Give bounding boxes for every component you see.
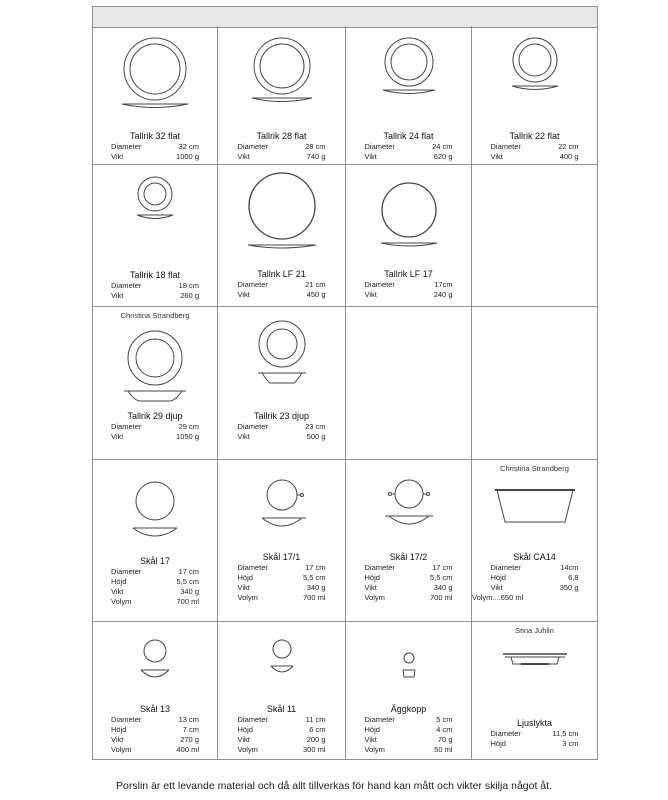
product-info [346, 552, 471, 603]
spec-label: Diameter [111, 567, 142, 576]
spec-row [93, 735, 217, 745]
spec-row [346, 290, 471, 300]
spec-label: Höjd [237, 725, 253, 734]
spec-value: 24 cm [432, 142, 453, 151]
header-bar [92, 6, 598, 28]
spec-label: Diameter [490, 142, 521, 151]
spec-value: 17 cm [305, 563, 326, 572]
spec-row [346, 725, 471, 735]
product-grid [92, 26, 598, 760]
spec-label: Diameter [237, 422, 268, 431]
product-info [218, 131, 345, 162]
spec-value: 1050 g [176, 432, 199, 441]
spec-value: 400 ml [176, 745, 199, 754]
spec-label: Diameter [237, 142, 268, 151]
product-cell-skal-17-2 [346, 460, 472, 622]
spec-row [346, 142, 471, 152]
spec-label: Diameter [364, 563, 395, 572]
product-name: Skål CA14 [513, 552, 556, 562]
product-cell-aggkopp [346, 622, 472, 760]
spec-value: 7 cm [182, 725, 199, 734]
spec-row [472, 573, 597, 583]
spec-row [346, 573, 471, 583]
spec-row [346, 735, 471, 745]
product-drawing [218, 622, 345, 714]
spec-value: 14cm [560, 563, 579, 572]
spec-label: Vikt [111, 735, 124, 744]
spec-value: 340 g [433, 583, 453, 592]
spec-label: Vikt [111, 432, 124, 441]
spec-value: 740 g [306, 152, 326, 161]
product-cell-tallrik-lf-21 [218, 165, 346, 307]
spec-value: 450 g [306, 290, 326, 299]
spec-value [558, 593, 597, 603]
spec-label: Vikt [237, 152, 250, 161]
spec-label: Vikt [364, 290, 377, 299]
spec-row [93, 725, 217, 735]
spec-row [93, 432, 217, 442]
footer-note: Porslin är ett levande material och då allt tillverkas för hand kan mått och vikter skilja något åt. [116, 780, 552, 792]
product-cell-tallrik-32-flat [92, 26, 218, 165]
spec-label: Diameter [111, 715, 142, 724]
product-info [93, 556, 217, 607]
spec-label: Höjd [364, 573, 380, 582]
spec-row [218, 142, 345, 152]
spec-label: Vikt [237, 432, 250, 441]
product-drawing [218, 165, 345, 257]
empty-cell [346, 307, 472, 460]
spec-value: 620 g [433, 152, 453, 161]
spec-row [218, 715, 345, 725]
spec-value: 11,5 cm [552, 729, 579, 738]
product-info [472, 552, 597, 603]
product-name: Skål 17 [139, 556, 171, 566]
spec-label: Höjd [111, 577, 127, 586]
spec-row [93, 422, 217, 432]
spec-value: 300 ml [302, 745, 326, 754]
spec-row [346, 715, 471, 725]
spec-value: 6 cm [309, 725, 326, 734]
spec-row [93, 281, 217, 291]
spec-label: Diameter [490, 729, 521, 738]
product-cell-skal-13 [92, 622, 218, 760]
spec-label: Diameter [364, 280, 395, 289]
product-cell-tallrik-29-djup [92, 307, 218, 460]
spec-label: Vikt [237, 290, 250, 299]
spec-label: Volym [237, 745, 258, 754]
spec-value: 200 g [306, 735, 326, 744]
spec-value: 21 cm [305, 280, 326, 289]
spec-value: 22 cm [558, 142, 579, 151]
spec-row [472, 583, 597, 593]
spec-value: 5,5 cm [302, 573, 326, 582]
spec-row [346, 152, 471, 162]
product-name: Tallrik 18 flat [129, 270, 181, 280]
spec-label: Volym [237, 593, 258, 602]
product-drawing [93, 165, 217, 257]
spec-value: 350 g [559, 583, 579, 592]
spec-value: 3 cm [562, 739, 579, 748]
product-name: Skål 17/2 [389, 552, 428, 562]
product-drawing [93, 622, 217, 714]
spec-value: 500 g [306, 432, 326, 441]
designer-credit: Christina Strandberg [120, 311, 190, 320]
spec-row [472, 152, 597, 162]
spec-label: Diameter [111, 422, 142, 431]
spec-label: Vikt [237, 735, 250, 744]
spec-label: Diameter [237, 280, 268, 289]
spec-label: Höjd [364, 725, 380, 734]
spec-row [218, 745, 345, 755]
product-cell-skal-11 [218, 622, 346, 760]
spec-value: 11 cm [305, 715, 326, 724]
spec-label: Diameter [237, 715, 268, 724]
product-cell-tallrik-28-flat [218, 26, 346, 165]
spec-value: 4 cm [436, 725, 453, 734]
spec-label: Volym [364, 593, 385, 602]
product-name: Skål 17/1 [262, 552, 301, 562]
product-info [93, 131, 217, 162]
spec-label: Vikt [111, 587, 124, 596]
spec-label: Diameter [237, 563, 268, 572]
product-name: Ljuslykta [516, 718, 552, 728]
product-drawing [93, 26, 217, 118]
spec-row [93, 291, 217, 301]
product-info [472, 131, 597, 162]
designer-credit: Christina Strandberg [500, 464, 569, 473]
spec-label: Volym....650 ml [472, 593, 524, 602]
empty-cell [472, 165, 598, 307]
spec-value: 1000 g [176, 152, 199, 161]
spec-row [472, 593, 597, 603]
spec-value: 29 cm [178, 422, 199, 431]
spec-label: Diameter [490, 563, 521, 572]
spec-row [472, 142, 597, 152]
product-cell-tallrik-23-djup [218, 307, 346, 460]
spec-value: 18 cm [178, 281, 199, 290]
spec-row [218, 280, 345, 290]
product-drawing [346, 26, 471, 118]
spec-row [218, 593, 345, 603]
spec-label: Volym [111, 597, 132, 606]
designer-credit: Stina Juhlin [515, 626, 554, 635]
product-name: Skål 13 [139, 704, 171, 714]
product-info [346, 704, 471, 755]
spec-label: Volym [364, 745, 385, 754]
spec-row [218, 422, 345, 432]
product-info [346, 131, 471, 162]
spec-value: 5,5 cm [429, 573, 453, 582]
product-drawing [218, 460, 345, 552]
product-cell-tallrik-18-flat [92, 165, 218, 307]
spec-row [93, 745, 217, 755]
spec-value: 340 g [180, 587, 199, 596]
product-name: Tallrik 29 djup [127, 411, 183, 421]
spec-value: 5 cm [436, 715, 453, 724]
product-info [218, 269, 345, 300]
spec-row [93, 152, 217, 162]
product-cell-ljuslykta [472, 622, 598, 760]
product-name: Tallrik LF 17 [384, 269, 433, 279]
product-drawing [218, 26, 345, 118]
spec-label: Vikt [490, 583, 503, 592]
spec-row [472, 563, 597, 573]
spec-label: Diameter [111, 281, 142, 290]
spec-value: 700 ml [429, 593, 453, 602]
spec-row [93, 567, 217, 577]
product-info [218, 411, 345, 442]
product-drawing [346, 460, 471, 552]
spec-label: Vikt [111, 152, 124, 161]
spec-label: Höjd [237, 573, 253, 582]
spec-row [218, 725, 345, 735]
product-name: Tallrik 22 flat [509, 131, 560, 141]
product-sheet [92, 6, 598, 759]
product-drawing [346, 165, 471, 257]
product-info [472, 718, 597, 749]
spec-row [472, 729, 597, 739]
spec-value: 5,5 cm [176, 577, 199, 586]
spec-label: Vikt [237, 583, 250, 592]
spec-row [93, 587, 217, 597]
spec-value: 70 g [437, 735, 453, 744]
product-cell-skal-ca14 [472, 460, 598, 622]
spec-value: 700 ml [176, 597, 199, 606]
product-name: Tallrik 28 flat [256, 131, 307, 141]
empty-cell [472, 307, 598, 460]
spec-label: Vikt [111, 291, 124, 300]
spec-label: Vikt [364, 583, 377, 592]
product-info [346, 269, 471, 300]
product-cell-tallrik-lf-17 [346, 165, 472, 307]
product-cell-tallrik-22-flat [472, 26, 598, 165]
spec-row [346, 563, 471, 573]
product-name: Äggkopp [390, 704, 427, 714]
product-name: Tallrik 32 flat [129, 131, 181, 141]
spec-row [93, 715, 217, 725]
spec-label: Höjd [490, 739, 506, 748]
spec-row [93, 597, 217, 607]
product-drawing [346, 622, 471, 714]
spec-value: 28 cm [305, 142, 326, 151]
product-drawing [218, 311, 345, 403]
spec-label: Höjd [490, 573, 506, 582]
spec-row [346, 745, 471, 755]
spec-value: 23 cm [305, 422, 326, 431]
spec-row [218, 573, 345, 583]
product-info [218, 552, 345, 603]
product-drawing [472, 26, 597, 118]
spec-row [346, 583, 471, 593]
spec-row [218, 583, 345, 593]
product-drawing [93, 462, 217, 554]
product-name: Skål 11 [266, 704, 297, 714]
product-info [93, 270, 217, 301]
spec-value: 17 cm [432, 563, 453, 572]
spec-label: Vikt [364, 152, 377, 161]
spec-value: 50 ml [434, 745, 453, 754]
product-info [93, 411, 217, 442]
spec-row [218, 152, 345, 162]
spec-value: 17 cm [178, 567, 199, 576]
spec-row [218, 432, 345, 442]
spec-label: Vikt [490, 152, 503, 161]
product-info [93, 704, 217, 755]
spec-value: 700 ml [302, 593, 326, 602]
spec-label: Diameter [364, 715, 395, 724]
spec-label: Höjd [111, 725, 127, 734]
spec-row [472, 739, 597, 749]
spec-value: 260 g [180, 291, 199, 300]
spec-row [346, 593, 471, 603]
product-drawing [93, 321, 217, 413]
spec-row [218, 735, 345, 745]
spec-row [346, 280, 471, 290]
spec-value: 17cm [434, 280, 453, 289]
spec-row [218, 290, 345, 300]
spec-row [218, 563, 345, 573]
product-info [218, 704, 345, 755]
product-name: Tallrik 24 flat [383, 131, 434, 141]
product-cell-skal-17 [92, 460, 218, 622]
spec-value: 13 cm [178, 715, 199, 724]
spec-row [93, 577, 217, 587]
spec-label: Diameter [364, 142, 395, 151]
spec-label: Volym [111, 745, 132, 754]
spec-value: 6,8 [568, 573, 579, 582]
spec-label: Diameter [111, 142, 142, 151]
spec-value: 400 g [559, 152, 579, 161]
product-cell-skal-17-1 [218, 460, 346, 622]
product-name: Tallrik LF 21 [257, 269, 306, 279]
spec-label: Vikt [364, 735, 377, 744]
product-name: Tallrik 23 djup [253, 411, 310, 421]
spec-value: 240 g [433, 290, 453, 299]
spec-row [93, 142, 217, 152]
spec-value: 270 g [180, 735, 199, 744]
product-cell-tallrik-24-flat [346, 26, 472, 165]
spec-value: 32 cm [178, 142, 199, 151]
spec-value: 340 g [306, 583, 326, 592]
